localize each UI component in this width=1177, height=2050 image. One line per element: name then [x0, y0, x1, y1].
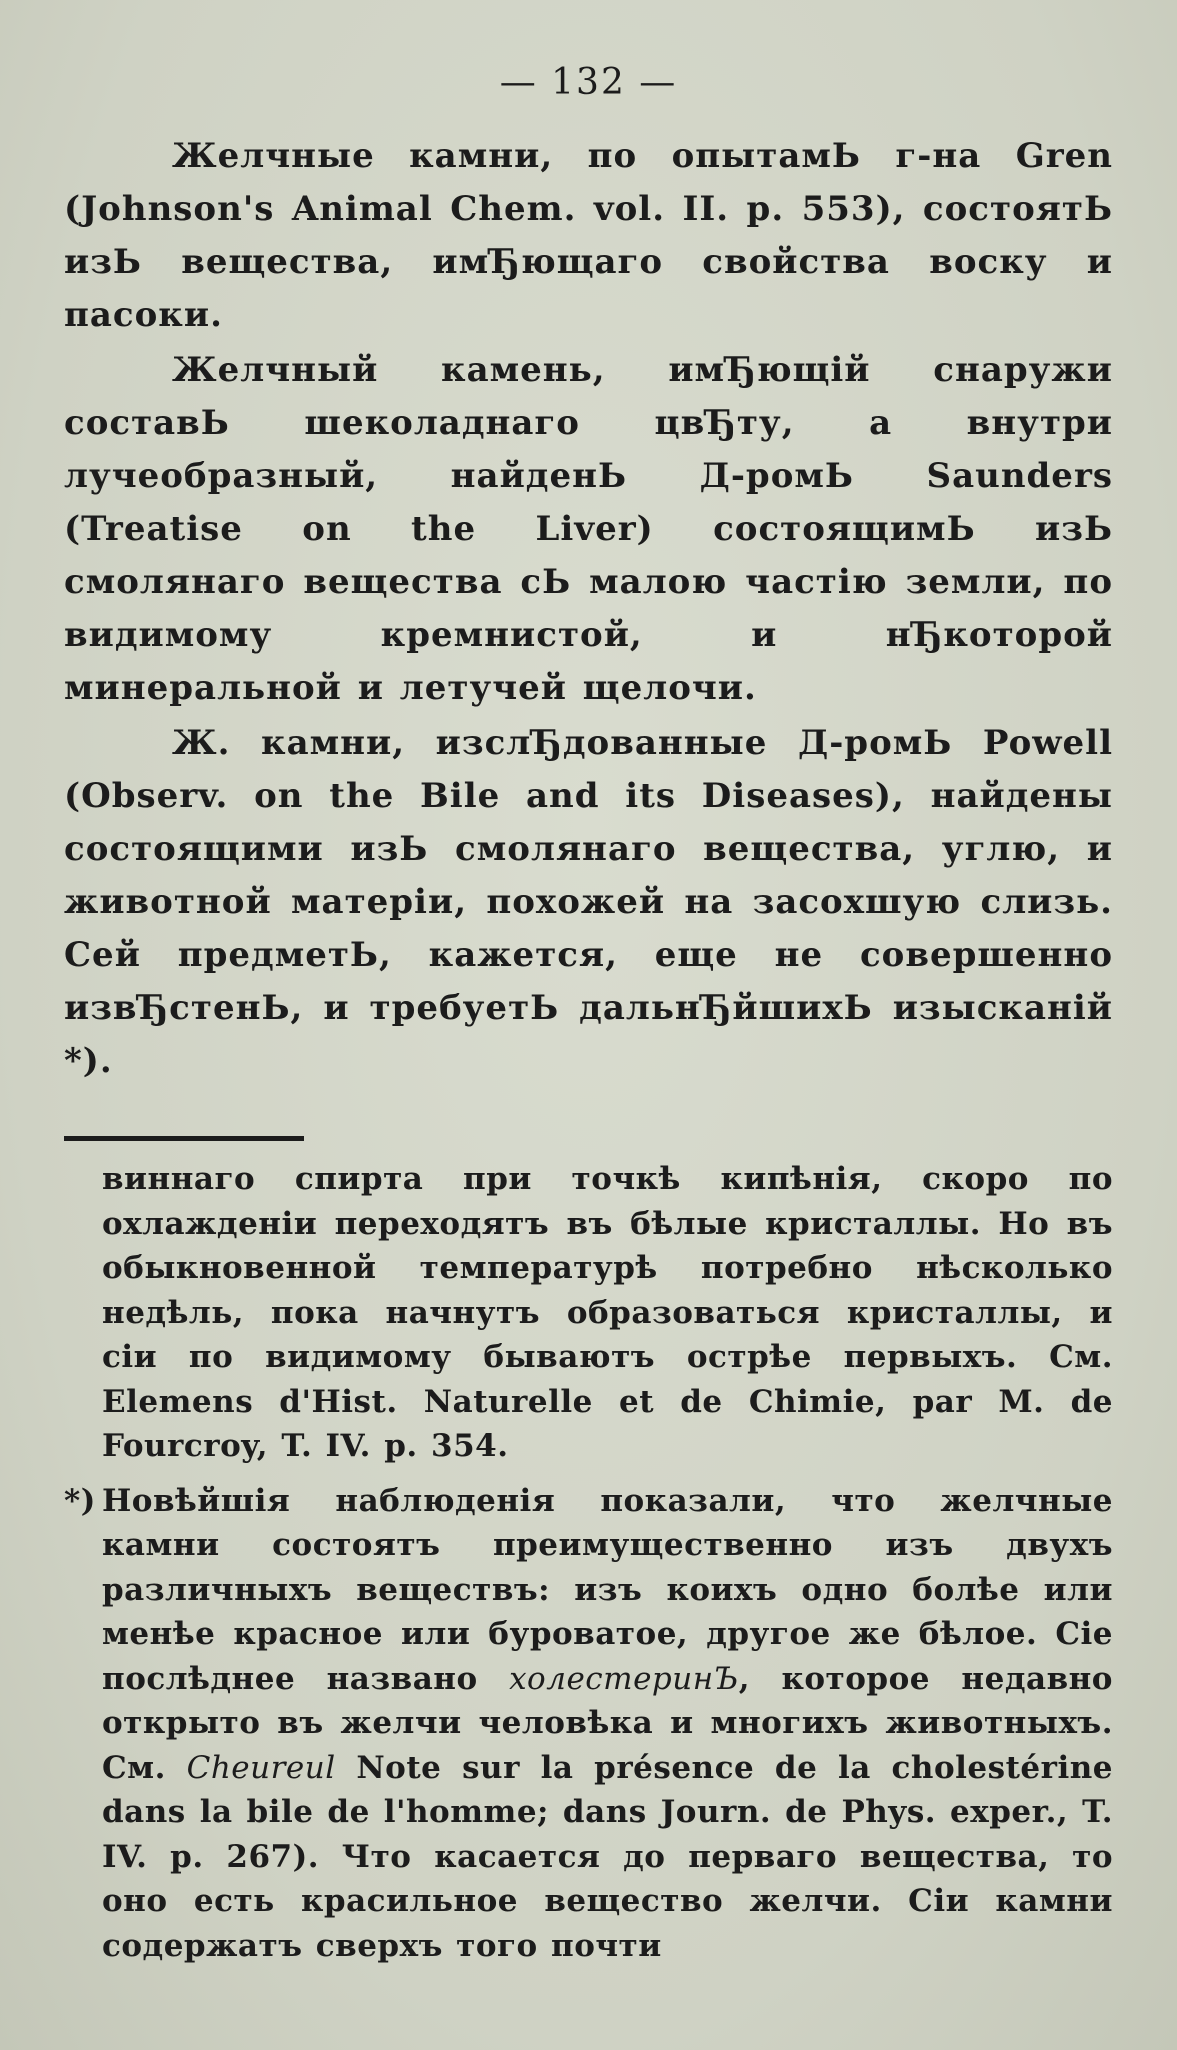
footnote-cholesterine: [64, 1479, 1113, 1969]
footnote-mark: *): [64, 1482, 96, 1519]
footnote-divider: [64, 1136, 304, 1141]
footnote-text-middle: , которое недавно открыто въ желчи человѣка и многихъ животныхъ. См.: [102, 1660, 1113, 1786]
footnote-italic-author: Cheureul: [186, 1749, 336, 1786]
footnote-italic-term: холестеринЪ: [509, 1660, 739, 1697]
paragraph-gallstones-gren: Желчные камни, по опытамЬ г-на Gren (Johnson's Animal Chem. vol. II. p. 553), состоятЬ изЬ вещества, имЂющаго свойства воску и пасоки.: [64, 136, 1113, 335]
footnote-text-before: Новѣйшія наблюденія показали, что желчные камни состоятъ преимущественно изъ двухъ различныхъ веществъ: изъ коихъ одно болѣе или менѣе красное или буроватое, другое же бѣлое. Сіе послѣднее названо: [102, 1482, 1113, 1697]
paragraph-gallstone-saunders: Желчный камень, имЂющій снаружи составЬ шеколаднаго цвЂту, а внутри лучеобразный, найденЬ Д-ромЬ Saunders (Treatise on the Liver) состоящимЬ изЬ смолянаго вещества сЬ малою частію земли, по видимому кремнистой, и нЂкоторой минеральной и летучей щелочи.: [64, 350, 1113, 708]
main-text: [64, 130, 1113, 1088]
paragraph-gallstones-powell: Ж. камни, изслЂдованные Д-ромЬ Powell (Observ. on the Bile and its Diseases), найдены состоящими изЬ смолянаго вещества, углю, и животной матеріи, похожей на засохшую слизь. Сей предметЬ, кажется, еще не совершенно извЂстенЬ, и требуетЬ дальнЂйшихЬ изысканій *).: [64, 723, 1113, 1081]
footnote-text-after: Note sur la présence de la cholestérine dans la bile de l'homme; dans Journ. de Phys. exper., T. IV. p. 267). Что касается до перваго вещества, то оно есть красильное вещество желчи. Сіи камни содержатъ сверхъ того почти: [102, 1749, 1113, 1964]
footnote-continuation: виннаго спирта при точкѣ кипѣнія, скоро по охлажденіи переходятъ въ бѣлые кристаллы. Но въ обыкновенной температурѣ потребно нѣсколько недѣль, пока начнутъ образоваться кристаллы, и сіи по видимому бываютъ острѣе первыхъ. См. Elemens d'Hist. Naturelle et de Chimie, par M. de Fourcroy, T. IV. p. 354.: [102, 1161, 1113, 1464]
page-number: — 132 —: [499, 62, 678, 103]
footnotes: [64, 1157, 1113, 1968]
